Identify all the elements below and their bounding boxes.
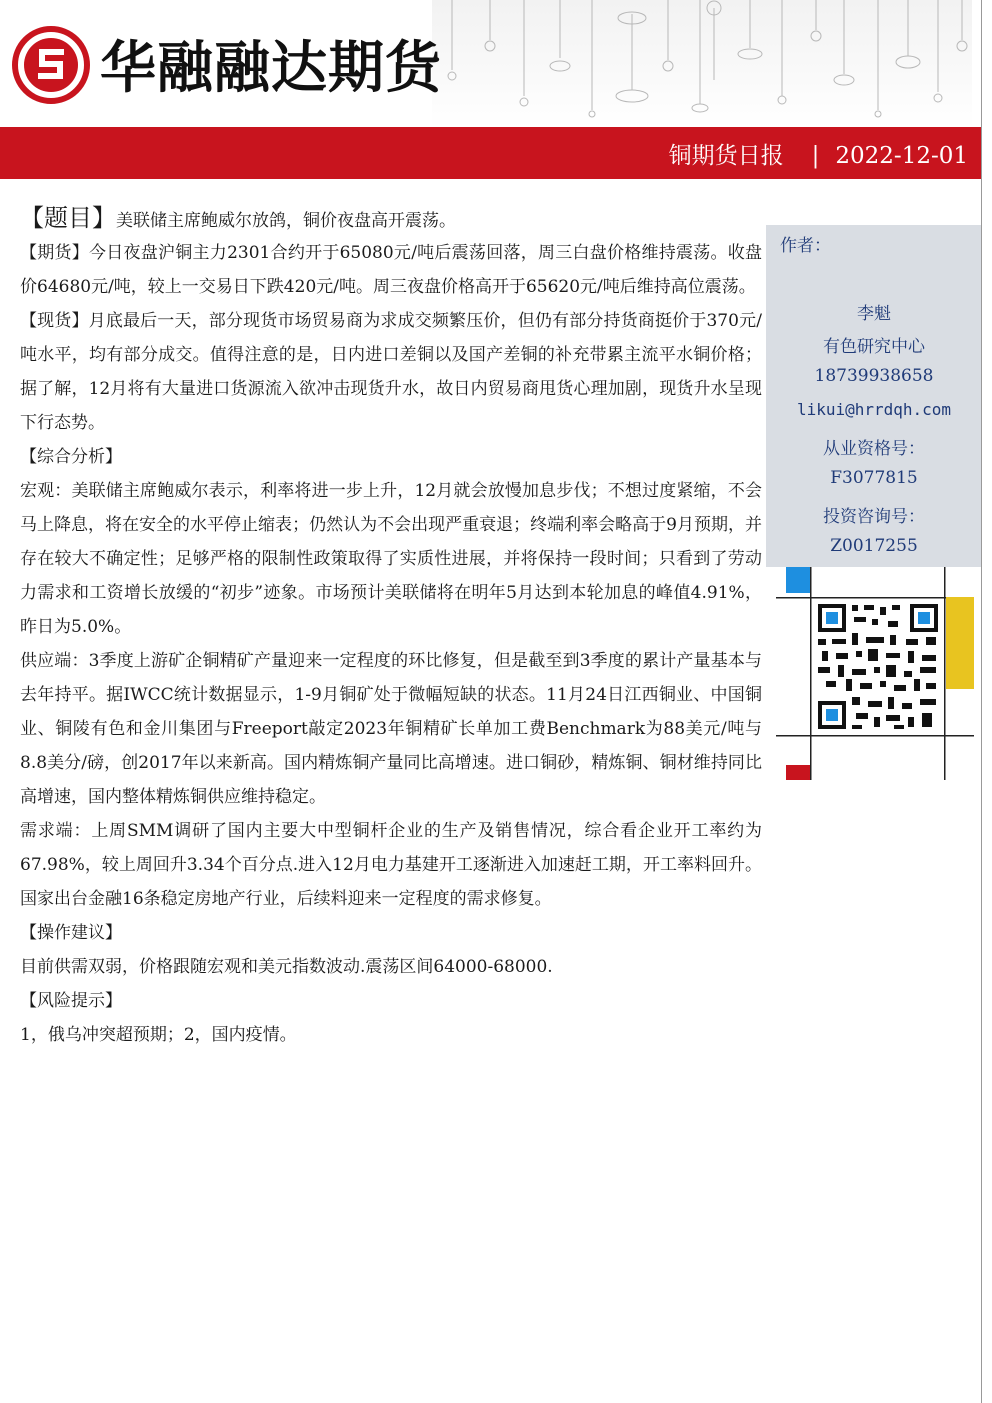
report-type: 铜期货日报 bbox=[668, 143, 784, 169]
futures-text: 今日夜盘沪铜主力2301合约开于65080元/吨后震荡回落，周三白盘价格维持震荡。收盘价64680元/吨，较上一交易日下跌420元/吨。周三夜盘价格高开于65620元/吨后维持高位震荡。 bbox=[20, 243, 763, 297]
author-email[interactable]: likui@hrrdqh.com bbox=[796, 400, 952, 419]
title-divider: | bbox=[811, 143, 820, 169]
author-name: 李魁 bbox=[857, 304, 891, 324]
risk-paragraph: 1，俄乌冲突超预期；2，国内疫情。 bbox=[20, 1025, 297, 1045]
supply-paragraph: 供应端：3季度上游矿企铜精矿产量迎来一定程度的环比修复，但是截至到3季度的累计产量基本与去年持平。据IWCC统计数据显示，1-9月铜矿处于微幅短缺的状态。11月24日江西铜业、中国铜业、铜陵有色和金川集团与Freeport敲定2023年铜精矿长单加工费Benchmark为88美元/吨与8.8美分/磅，创2017年以来新高。国内精炼铜产量同比高增速。进口铜砂，精炼铜、铜材维持同比高增速，国内整体精炼铜供应维持稳定。 bbox=[20, 651, 762, 807]
advice-heading: 【操作建议】 bbox=[20, 923, 122, 943]
spot-paragraph bbox=[20, 304, 762, 440]
company-logo-icon bbox=[12, 26, 90, 104]
futures-paragraph bbox=[20, 236, 762, 304]
spot-label: 【现货】 bbox=[20, 311, 89, 331]
consulting-label: 投资咨询号： bbox=[823, 507, 925, 527]
futures-label: 【期货】 bbox=[20, 243, 90, 263]
author-sidebar bbox=[766, 225, 982, 567]
consulting-number: Z0017255 bbox=[830, 536, 918, 556]
qr-code-card bbox=[776, 567, 974, 780]
spot-text: 月底最后一天，部分现货市场贸易商为求成交频繁压价，但仍有部分持货商挺价于370元/吨水平，均有部分成交。值得注意的是，日内进口差铜以及国产差铜的补充带累主流平水铜价格；据了解，12月将有大量进口货源流入欲冲击现货升水，故日内贸易商甩货心理加剧，现货升水呈现下行态势。 bbox=[20, 311, 762, 433]
analysis-heading: 【综合分析】 bbox=[20, 447, 122, 467]
qualification-label: 从业资格号： bbox=[823, 439, 925, 459]
author-phone: 18739938658 bbox=[814, 366, 934, 386]
author-label: 作者： bbox=[780, 236, 831, 256]
risk-heading: 【风险提示】 bbox=[20, 991, 122, 1011]
topic-text: 美联储主席鲍威尔放鸽，铜价夜盘高开震荡。 bbox=[116, 211, 456, 231]
qr-code-icon bbox=[814, 600, 942, 733]
report-body bbox=[20, 236, 762, 1052]
author-dept: 有色研究中心 bbox=[823, 337, 925, 357]
report-header bbox=[0, 0, 992, 182]
qualification-number: F3077815 bbox=[830, 468, 918, 488]
report-topic bbox=[20, 198, 456, 233]
decorative-lamp-graphic bbox=[432, 0, 972, 128]
advice-paragraph: 目前供需双弱，价格跟随宏观和美元指数波动.震荡区间64000-68000. bbox=[20, 957, 553, 977]
topic-label: 【题目】 bbox=[20, 204, 116, 232]
demand-paragraph: 需求端：上周SMM调研了国内主要大中型铜杆企业的生产及销售情况，综合看企业开工率约为67.98%，较上周回升3.34个百分点.进入12月电力基建开工逐渐进入加速赶工期，开工率料回升。国家出台金融16条稳定房地产行业，后续料迎来一定程度的需求修复。 bbox=[20, 821, 762, 909]
page-right-border bbox=[981, 0, 982, 1403]
report-title-bar bbox=[0, 127, 982, 179]
report-date: 2022-12-01 bbox=[835, 143, 968, 169]
company-name: 华融融达期货 bbox=[100, 36, 442, 101]
macro-paragraph: 宏观：美联储主席鲍威尔表示，利率将进一步上升，12月就会放慢加息步伐；不想过度紧缩，不会马上降息，将在安全的水平停止缩表；仍然认为不会出现严重衰退；终端利率会略高于9月预期，并存在较大不确定性；足够严格的限制性政策取得了实质性进展，并将保持一段时间；只看到了劳动力需求和工资增长放缓的“初步”迹象。市场预计美联储将在明年5月达到本轮加息的峰值4.91%，昨日为5.0%。 bbox=[20, 481, 762, 637]
